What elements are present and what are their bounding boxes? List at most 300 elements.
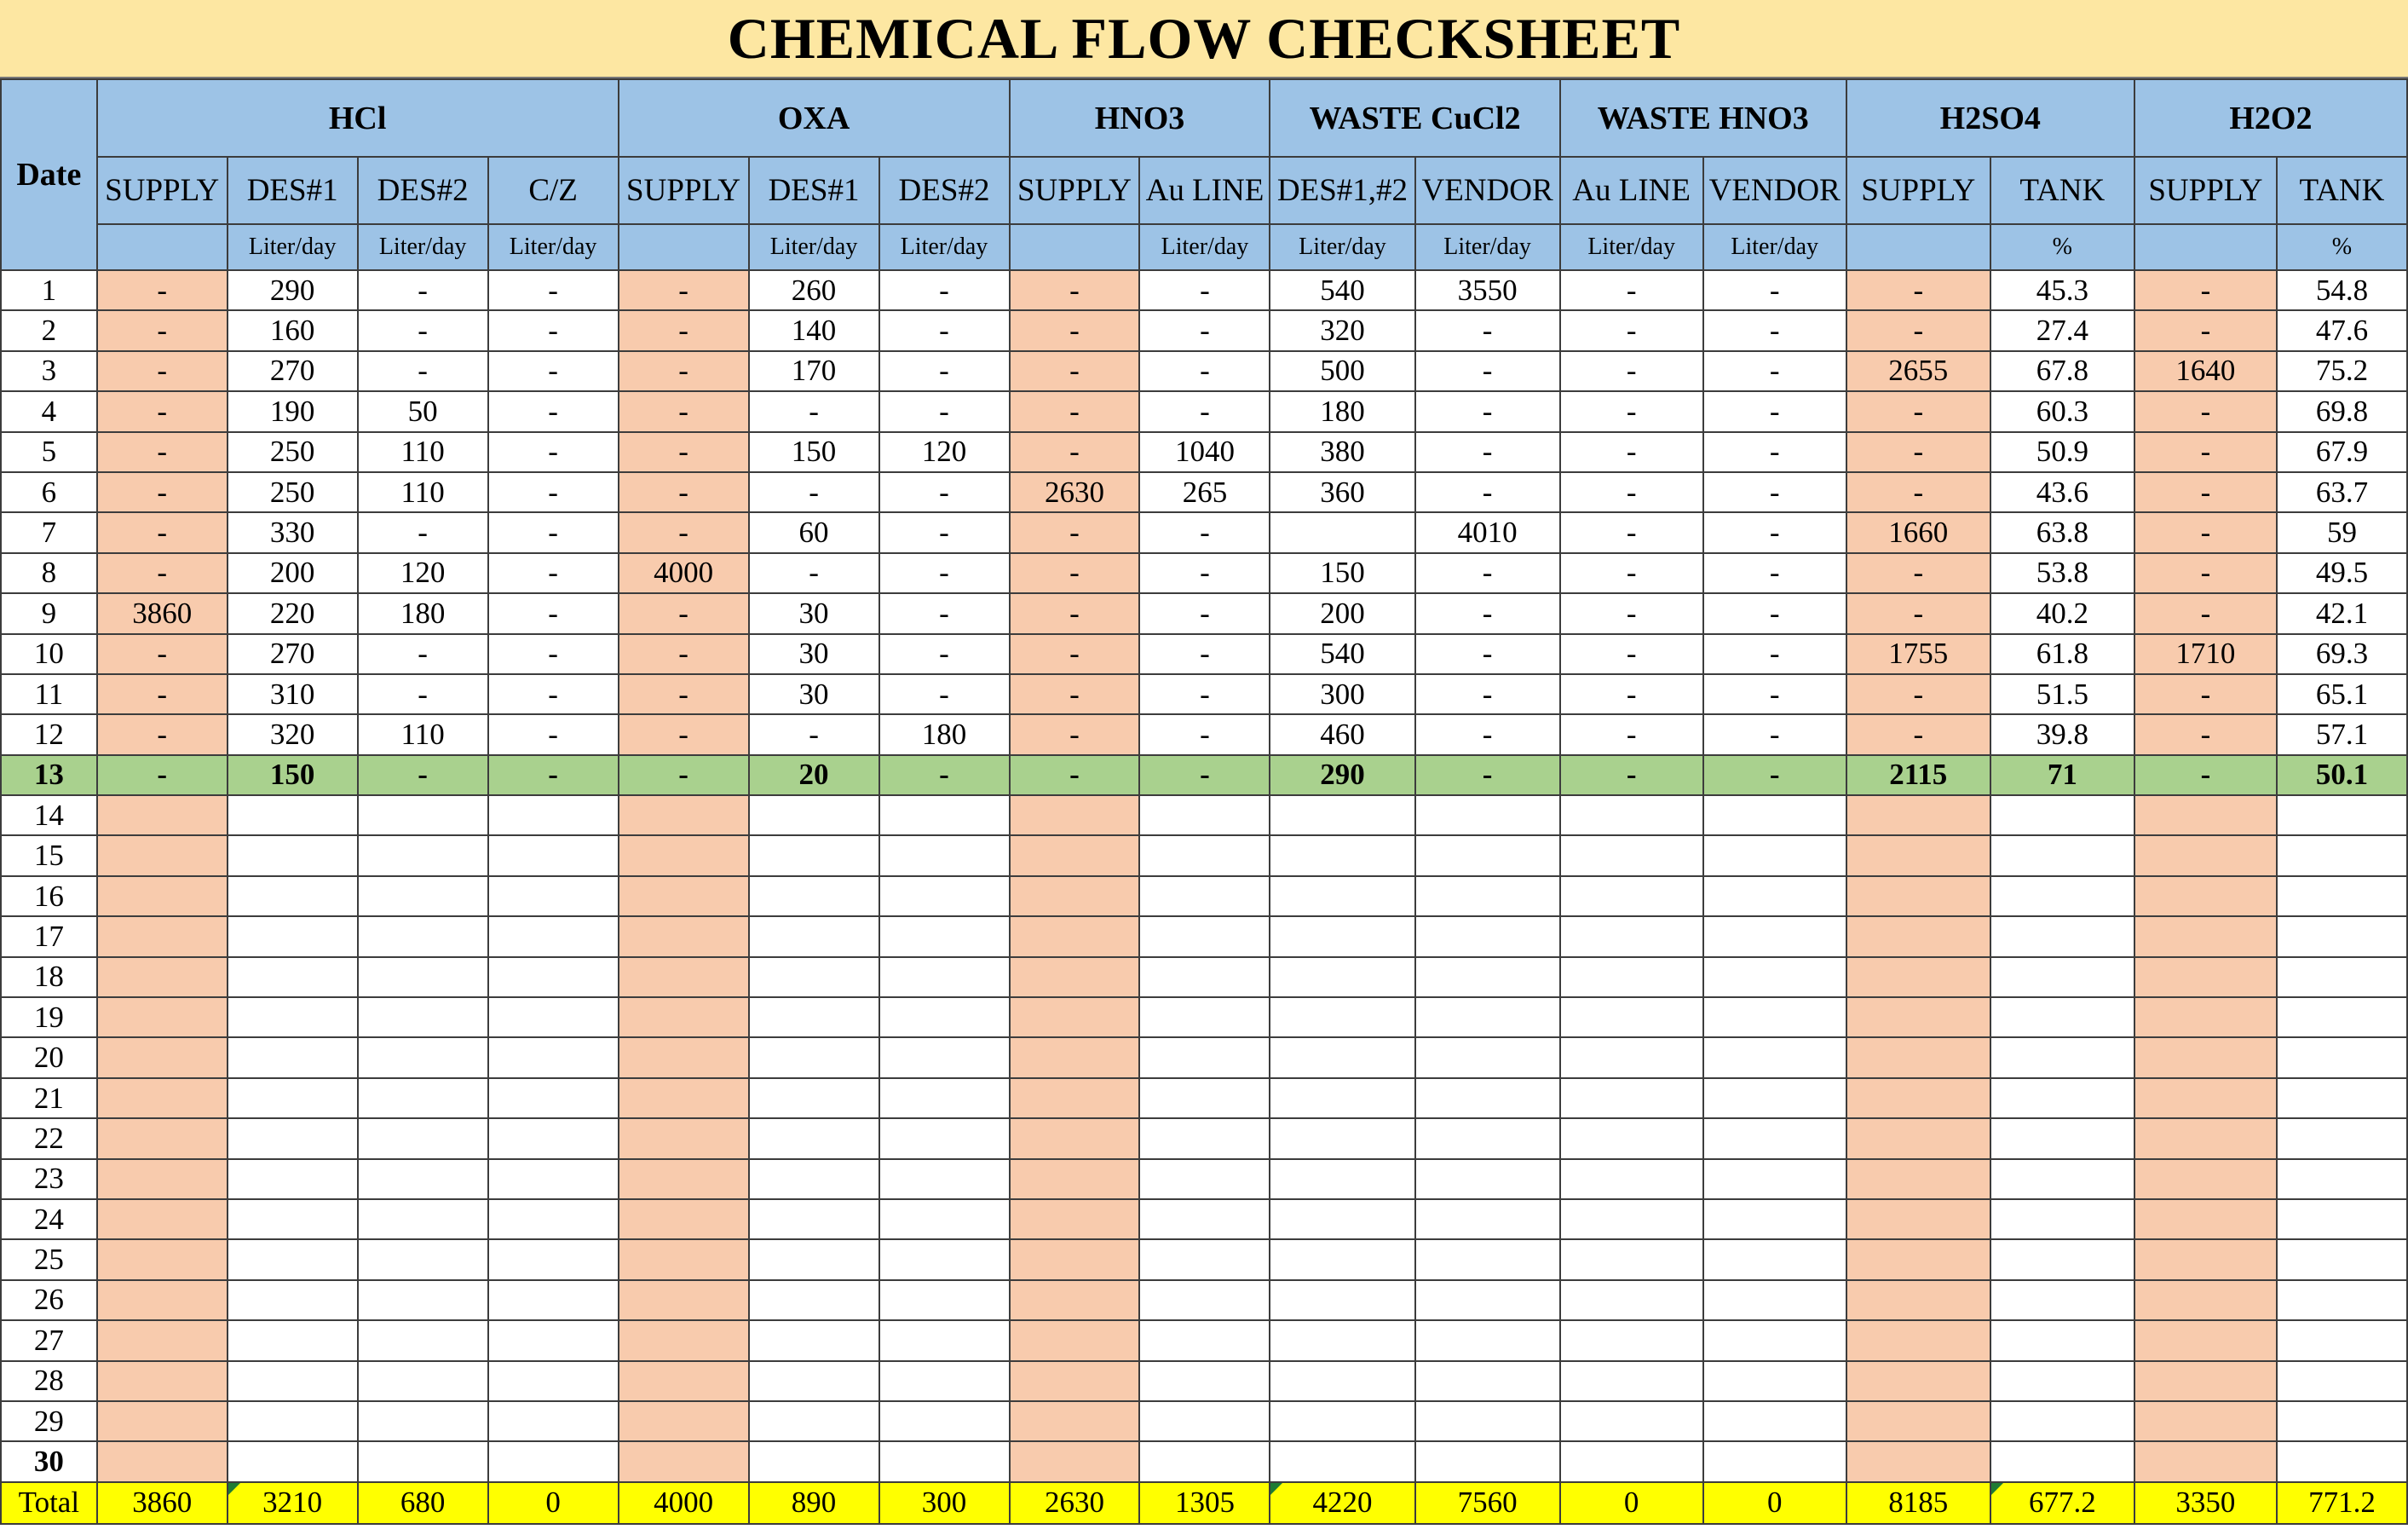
data-cell[interactable] [1270,512,1414,552]
data-cell[interactable]: 57.1 [2277,714,2407,754]
data-cell[interactable] [1270,835,1414,875]
data-cell[interactable] [879,1159,1010,1199]
data-cell[interactable]: - [1415,553,1560,593]
data-cell[interactable]: - [1560,714,1703,754]
data-cell[interactable] [1560,1199,1703,1239]
data-cell[interactable] [488,1239,619,1279]
data-cell[interactable]: 290 [1270,755,1414,795]
data-cell[interactable]: - [1846,472,1990,512]
date-cell[interactable]: 4 [1,391,97,431]
data-cell[interactable] [228,1280,358,1320]
data-cell[interactable] [1703,1078,1846,1118]
date-cell[interactable]: 15 [1,835,97,875]
data-cell[interactable]: - [1415,714,1560,754]
data-cell[interactable] [488,957,619,997]
data-cell[interactable] [1560,1239,1703,1279]
data-cell[interactable] [1846,1361,1990,1401]
data-cell[interactable] [488,1078,619,1118]
data-cell[interactable] [879,1199,1010,1239]
data-cell[interactable]: 150 [228,755,358,795]
data-cell[interactable] [1560,1037,1703,1077]
data-cell[interactable] [1270,1118,1414,1158]
data-cell[interactable]: 120 [879,432,1010,472]
data-cell[interactable]: - [1560,270,1703,310]
data-cell[interactable] [2277,916,2407,956]
data-cell[interactable]: 110 [358,472,488,512]
data-cell[interactable]: - [749,472,879,512]
data-cell[interactable] [358,1118,488,1158]
data-cell[interactable] [749,1361,879,1401]
data-cell[interactable] [358,835,488,875]
data-cell[interactable]: 360 [1270,472,1414,512]
data-cell[interactable] [2134,1280,2277,1320]
data-cell[interactable] [228,1078,358,1118]
data-cell[interactable]: 50.9 [1990,432,2134,472]
data-cell[interactable] [1010,835,1140,875]
data-cell[interactable]: 51.5 [1990,674,2134,714]
data-cell[interactable] [1415,876,1560,916]
data-cell[interactable] [1010,1320,1140,1360]
data-cell[interactable] [97,1320,228,1360]
data-cell[interactable]: - [619,634,749,674]
total-cell[interactable]: 4220 [1270,1482,1414,1524]
data-cell[interactable] [358,1441,488,1481]
data-cell[interactable] [1010,1037,1140,1077]
data-cell[interactable] [1010,1199,1140,1239]
data-cell[interactable]: - [879,553,1010,593]
data-cell[interactable]: 60.3 [1990,391,2134,431]
data-cell[interactable] [488,1320,619,1360]
data-cell[interactable]: 45.3 [1990,270,2134,310]
data-cell[interactable] [358,1078,488,1118]
data-cell[interactable] [1270,997,1414,1037]
data-cell[interactable] [488,916,619,956]
date-cell[interactable]: 13 [1,755,97,795]
data-cell[interactable] [1270,1159,1414,1199]
data-cell[interactable] [1846,835,1990,875]
data-cell[interactable] [2277,1159,2407,1199]
data-cell[interactable] [749,795,879,835]
data-cell[interactable] [1415,997,1560,1037]
data-cell[interactable]: - [2134,714,2277,754]
date-cell[interactable]: 29 [1,1401,97,1441]
data-cell[interactable]: 150 [749,432,879,472]
data-cell[interactable]: 140 [749,310,879,350]
data-cell[interactable] [1560,916,1703,956]
data-cell[interactable]: 40.2 [1990,593,2134,633]
data-cell[interactable] [749,1199,879,1239]
data-cell[interactable] [97,916,228,956]
data-cell[interactable] [1560,1441,1703,1481]
data-cell[interactable]: - [358,755,488,795]
data-cell[interactable]: - [1560,310,1703,350]
total-label[interactable]: Total [1,1482,97,1524]
data-cell[interactable] [1990,1199,2134,1239]
data-cell[interactable]: - [1010,310,1140,350]
data-cell[interactable]: 59 [2277,512,2407,552]
data-cell[interactable]: 540 [1270,270,1414,310]
data-cell[interactable] [619,957,749,997]
data-cell[interactable] [749,876,879,916]
data-cell[interactable]: - [1560,351,1703,391]
data-cell[interactable] [1270,1239,1414,1279]
data-cell[interactable] [228,916,358,956]
data-cell[interactable] [228,835,358,875]
data-cell[interactable] [619,1199,749,1239]
data-cell[interactable]: 4010 [1415,512,1560,552]
data-cell[interactable] [619,1239,749,1279]
data-cell[interactable]: - [1010,634,1140,674]
data-cell[interactable] [2277,1280,2407,1320]
data-cell[interactable]: - [1703,310,1846,350]
data-cell[interactable]: - [1010,432,1140,472]
data-cell[interactable]: 20 [749,755,879,795]
data-cell[interactable] [97,1159,228,1199]
data-cell[interactable] [2277,1361,2407,1401]
data-cell[interactable] [1139,1401,1270,1441]
data-cell[interactable] [97,1239,228,1279]
data-cell[interactable] [619,997,749,1037]
data-cell[interactable]: - [1846,310,1990,350]
data-cell[interactable]: 500 [1270,351,1414,391]
data-cell[interactable]: - [1139,593,1270,633]
data-cell[interactable] [1703,916,1846,956]
data-cell[interactable] [1560,795,1703,835]
data-cell[interactable]: - [97,270,228,310]
data-cell[interactable]: 67.8 [1990,351,2134,391]
data-cell[interactable]: - [1560,674,1703,714]
data-cell[interactable]: - [358,270,488,310]
data-cell[interactable] [1703,795,1846,835]
data-cell[interactable]: - [879,634,1010,674]
data-cell[interactable]: 320 [1270,310,1414,350]
data-cell[interactable]: 43.6 [1990,472,2134,512]
data-cell[interactable]: 270 [228,351,358,391]
data-cell[interactable]: - [1703,512,1846,552]
data-cell[interactable] [1846,997,1990,1037]
date-cell[interactable]: 3 [1,351,97,391]
data-cell[interactable]: 170 [749,351,879,391]
data-cell[interactable]: 150 [1270,553,1414,593]
data-cell[interactable] [619,1280,749,1320]
data-cell[interactable] [1560,835,1703,875]
date-cell[interactable]: 27 [1,1320,97,1360]
data-cell[interactable]: 75.2 [2277,351,2407,391]
data-cell[interactable] [1703,876,1846,916]
data-cell[interactable] [228,1118,358,1158]
data-cell[interactable]: - [1703,270,1846,310]
data-cell[interactable]: 180 [1270,391,1414,431]
data-cell[interactable]: - [1560,634,1703,674]
data-cell[interactable] [228,1361,358,1401]
data-cell[interactable]: - [1010,391,1140,431]
data-cell[interactable]: 180 [358,593,488,633]
data-cell[interactable] [1139,1320,1270,1360]
data-cell[interactable] [1415,1361,1560,1401]
data-cell[interactable] [619,1118,749,1158]
data-cell[interactable] [1990,1118,2134,1158]
data-cell[interactable]: - [1139,351,1270,391]
data-cell[interactable]: - [1703,351,1846,391]
data-cell[interactable] [1010,1159,1140,1199]
data-cell[interactable] [1703,1239,1846,1279]
data-cell[interactable]: 2630 [1010,472,1140,512]
data-cell[interactable] [1990,1078,2134,1118]
data-cell[interactable] [1990,876,2134,916]
data-cell[interactable]: - [488,270,619,310]
data-cell[interactable]: 220 [228,593,358,633]
data-cell[interactable]: - [488,593,619,633]
data-cell[interactable]: - [358,512,488,552]
data-cell[interactable]: - [1846,674,1990,714]
data-cell[interactable]: - [97,351,228,391]
data-cell[interactable] [619,1037,749,1077]
data-cell[interactable] [1415,1118,1560,1158]
data-cell[interactable] [488,1118,619,1158]
data-cell[interactable]: - [1415,472,1560,512]
data-cell[interactable]: 200 [1270,593,1414,633]
data-cell[interactable]: 1755 [1846,634,1990,674]
data-cell[interactable]: - [1139,512,1270,552]
data-cell[interactable] [97,1199,228,1239]
data-cell[interactable] [879,1401,1010,1441]
data-cell[interactable]: - [1703,432,1846,472]
data-cell[interactable]: - [1010,512,1140,552]
data-cell[interactable] [1415,957,1560,997]
data-cell[interactable] [619,1441,749,1481]
data-cell[interactable]: 30 [749,674,879,714]
total-cell[interactable]: 300 [879,1482,1010,1524]
data-cell[interactable]: - [97,674,228,714]
date-cell[interactable]: 26 [1,1280,97,1320]
data-cell[interactable] [1560,876,1703,916]
data-cell[interactable] [1990,1159,2134,1199]
data-cell[interactable] [1703,835,1846,875]
data-cell[interactable]: - [488,634,619,674]
data-cell[interactable]: 200 [228,553,358,593]
data-cell[interactable] [2134,876,2277,916]
total-cell[interactable]: 2630 [1010,1482,1140,1524]
data-cell[interactable] [2277,1118,2407,1158]
date-cell[interactable]: 24 [1,1199,97,1239]
data-cell[interactable] [1139,916,1270,956]
data-cell[interactable]: 69.3 [2277,634,2407,674]
data-cell[interactable] [97,795,228,835]
total-cell[interactable]: 3350 [2134,1482,2277,1524]
data-cell[interactable] [1010,1441,1140,1481]
data-cell[interactable] [749,1159,879,1199]
data-cell[interactable] [1703,957,1846,997]
data-cell[interactable] [749,997,879,1037]
data-cell[interactable]: - [2134,553,2277,593]
data-cell[interactable] [879,916,1010,956]
data-cell[interactable]: - [2134,391,2277,431]
data-cell[interactable]: 290 [228,270,358,310]
data-cell[interactable] [2277,1441,2407,1481]
data-cell[interactable]: 2655 [1846,351,1990,391]
data-cell[interactable]: - [488,432,619,472]
data-cell[interactable]: - [879,391,1010,431]
data-cell[interactable]: - [97,714,228,754]
data-cell[interactable] [1010,957,1140,997]
data-cell[interactable] [1560,1401,1703,1441]
data-cell[interactable]: - [1560,755,1703,795]
data-cell[interactable]: - [1415,755,1560,795]
data-cell[interactable] [619,916,749,956]
data-cell[interactable]: - [2134,270,2277,310]
data-cell[interactable] [1990,1280,2134,1320]
data-cell[interactable] [1270,1037,1414,1077]
data-cell[interactable]: - [619,512,749,552]
data-cell[interactable]: - [1139,391,1270,431]
data-cell[interactable] [1846,1320,1990,1360]
data-cell[interactable]: 27.4 [1990,310,2134,350]
data-cell[interactable] [1846,1239,1990,1279]
data-cell[interactable]: 250 [228,472,358,512]
data-cell[interactable]: - [1139,553,1270,593]
data-cell[interactable] [1990,1320,2134,1360]
data-cell[interactable] [2134,795,2277,835]
data-cell[interactable] [1139,1037,1270,1077]
data-cell[interactable] [358,1401,488,1441]
data-cell[interactable] [1010,795,1140,835]
data-cell[interactable]: - [1703,472,1846,512]
data-cell[interactable]: - [2134,432,2277,472]
data-cell[interactable]: - [488,310,619,350]
data-cell[interactable] [228,1320,358,1360]
data-cell[interactable] [1270,795,1414,835]
data-cell[interactable] [97,1037,228,1077]
data-cell[interactable] [619,1401,749,1441]
data-cell[interactable] [879,1118,1010,1158]
data-cell[interactable] [749,1280,879,1320]
data-cell[interactable] [1270,1361,1414,1401]
data-cell[interactable] [1560,1159,1703,1199]
data-cell[interactable] [1139,1361,1270,1401]
data-cell[interactable] [749,1239,879,1279]
data-cell[interactable] [2134,1320,2277,1360]
data-cell[interactable] [358,1320,488,1360]
data-cell[interactable] [97,1078,228,1118]
data-cell[interactable]: 260 [749,270,879,310]
data-cell[interactable]: - [2134,755,2277,795]
data-cell[interactable] [1846,1159,1990,1199]
data-cell[interactable]: - [619,714,749,754]
data-cell[interactable] [1139,1159,1270,1199]
data-cell[interactable]: - [619,310,749,350]
data-cell[interactable] [1846,957,1990,997]
data-cell[interactable] [2134,1078,2277,1118]
data-cell[interactable] [1703,1401,1846,1441]
data-cell[interactable] [1560,1320,1703,1360]
data-cell[interactable]: - [879,270,1010,310]
data-cell[interactable] [879,1078,1010,1118]
data-cell[interactable] [488,1280,619,1320]
data-cell[interactable]: 3550 [1415,270,1560,310]
data-cell[interactable]: - [619,472,749,512]
total-cell[interactable]: 0 [1560,1482,1703,1524]
data-cell[interactable] [358,795,488,835]
data-cell[interactable]: - [1846,714,1990,754]
data-cell[interactable]: - [1139,634,1270,674]
data-cell[interactable] [228,1239,358,1279]
data-cell[interactable]: - [97,553,228,593]
data-cell[interactable] [1010,997,1140,1037]
data-cell[interactable] [1139,1118,1270,1158]
data-cell[interactable] [1139,1239,1270,1279]
data-cell[interactable]: - [749,714,879,754]
data-cell[interactable]: - [358,351,488,391]
data-cell[interactable]: - [1010,351,1140,391]
data-cell[interactable] [1560,1280,1703,1320]
data-cell[interactable] [1846,795,1990,835]
data-cell[interactable]: - [488,755,619,795]
data-cell[interactable] [1010,1239,1140,1279]
data-cell[interactable] [1846,1037,1990,1077]
data-cell[interactable]: - [619,432,749,472]
data-cell[interactable] [1139,1078,1270,1118]
data-cell[interactable]: 4000 [619,553,749,593]
data-cell[interactable] [488,1361,619,1401]
data-cell[interactable] [1415,916,1560,956]
data-cell[interactable] [2134,1441,2277,1481]
data-cell[interactable]: - [1560,593,1703,633]
data-cell[interactable] [879,795,1010,835]
data-cell[interactable] [1703,1199,1846,1239]
data-cell[interactable] [1415,1037,1560,1077]
data-cell[interactable] [228,1199,358,1239]
data-cell[interactable] [1415,1078,1560,1118]
data-cell[interactable] [1990,835,2134,875]
data-cell[interactable] [358,1199,488,1239]
data-cell[interactable] [2134,997,2277,1037]
data-cell[interactable]: - [1703,593,1846,633]
data-cell[interactable]: - [488,674,619,714]
data-cell[interactable]: 380 [1270,432,1414,472]
data-cell[interactable] [1990,1401,2134,1441]
data-cell[interactable] [488,835,619,875]
data-cell[interactable] [228,957,358,997]
data-cell[interactable] [2134,1401,2277,1441]
date-cell[interactable]: 21 [1,1078,97,1118]
data-cell[interactable]: - [1415,310,1560,350]
data-cell[interactable]: 60 [749,512,879,552]
date-cell[interactable]: 20 [1,1037,97,1077]
data-cell[interactable] [1270,1199,1414,1239]
data-cell[interactable] [1990,1441,2134,1481]
data-cell[interactable] [2277,1401,2407,1441]
data-cell[interactable]: - [488,512,619,552]
data-cell[interactable]: 1660 [1846,512,1990,552]
data-cell[interactable]: - [488,553,619,593]
date-cell[interactable]: 19 [1,997,97,1037]
data-cell[interactable]: - [1560,553,1703,593]
data-cell[interactable] [2134,1159,2277,1199]
data-cell[interactable]: - [1415,351,1560,391]
data-cell[interactable] [1415,1199,1560,1239]
data-cell[interactable] [97,1361,228,1401]
date-cell[interactable]: 1 [1,270,97,310]
data-cell[interactable] [1270,1078,1414,1118]
data-cell[interactable] [1010,916,1140,956]
date-cell[interactable]: 10 [1,634,97,674]
data-cell[interactable] [1846,916,1990,956]
total-cell[interactable]: 4000 [619,1482,749,1524]
data-cell[interactable] [1010,1280,1140,1320]
data-cell[interactable] [619,1361,749,1401]
data-cell[interactable]: - [97,755,228,795]
data-cell[interactable] [1560,1361,1703,1401]
